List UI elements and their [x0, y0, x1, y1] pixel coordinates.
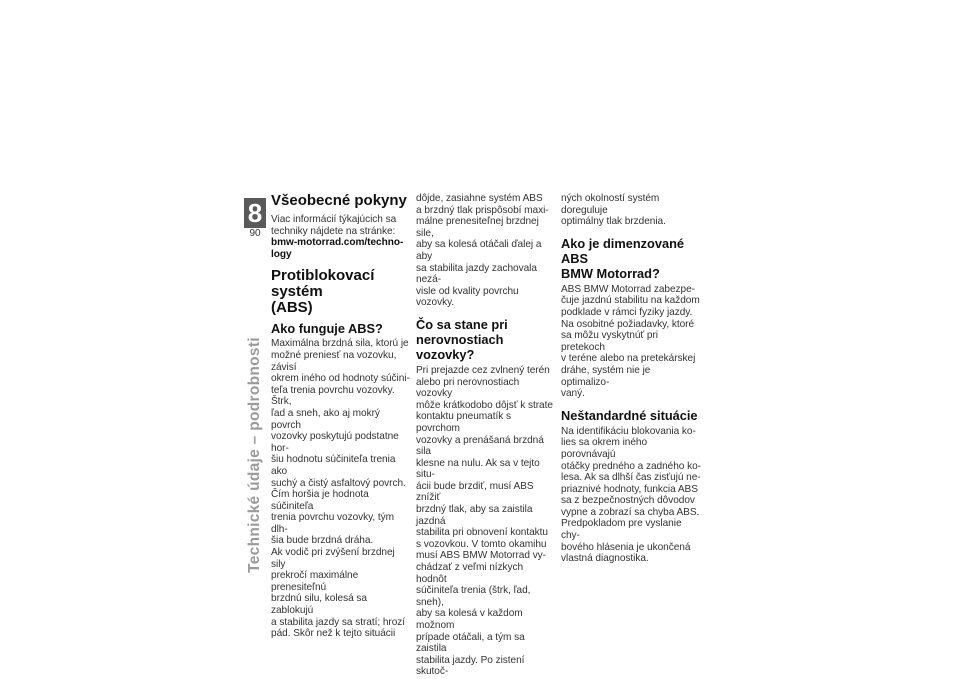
heading-general: Všeobecné pokyny	[271, 192, 407, 209]
text-column-3	[561, 193, 701, 565]
chapter-tab: 8	[244, 198, 266, 228]
chapter-vertical-title: Technické údaje – podrobnosti	[246, 337, 263, 573]
paragraph-abs-design: ABS BMW Motorrad zabezpe- čuje jazdnú stabilitu na každom podklade v rámci fyziky jazdy. Na osobitné požiadavky, ktoré sa môžu vyskytnúť pri pretekoch v teréne alebo na pretekárskej dráhe, systém nie je optimalizo- vaný.	[561, 283, 700, 400]
paragraph-uneven-road: Pri prejazde cez zvlnený terén alebo pri nerovnostiach vozovky môže krátkodobo dôjsť k strate kontaktu pneumatík s povrchom vozovky a prenášaná brzdná sila klesne na nulu. Ak sa v tejto situ- ácii bude brzdiť, musí ABS znížiť brzdný tlak, aby sa zaistila jazdná stabilita pri obnovení kontaktu s vozovkou. V tomto okamihu musí ABS BMW Motorrad vy- chádzať z veľmi nízkych hodnôt súčiniteľa trenia (štrk, ľad, sneh), aby sa kolesá v každom možnom prípade otáčali, a tým sa zaistila stabilita jazdy. Po zistení skutoč-	[416, 364, 553, 678]
paragraph-nonstandard-situations: Na identifikáciu blokovania ko- lies sa okrem iného porovnávajú otáčky predného a zadného ko- lesa. Ak sa dlhší čas zisťujú ne- priaznivé hodnoty, funkcia ABS sa z bezpečnostných dôvodov vypne a zobrazí sa chyba ABS. Predpokladom pre vyslanie chy- bového hlásenia je ukončená vlastná diagnostika.	[561, 425, 701, 565]
heading-nonstandard-situations: Neštandardné situácie	[561, 407, 698, 423]
heading-abs: Protiblokovací systém (ABS)	[271, 267, 375, 317]
paragraph-how-abs-works: Maximálna brzdná sila, ktorú je možné preniesť na vozovku, závisí okrem iného od hodnoty súčini- teľa trenia povrchu vozovky. Štrk, ľad a sneh, ako aj mokrý povrch vozovky poskytujú podstatne hor- šiu hodnotu súčiniteľa trenia ako suchý a čistý asfaltový povrch. Čím horšia je hodnota súčiniteľa trenia povrchu vozovky, tým dlh- šia bude brzdná dráha. Ak vodič pri zvýšení brzdnej sily prekročí maximálne prenesiteľnú brzdnú silu, kolesá sa zablokujú a stabilita jazdy sa stratí; hrozí pád. Skôr než k tejto situácii	[271, 338, 410, 640]
paragraph-uneven-continued: ných okolností systém doreguluje optimálny tlak brzdenia.	[561, 193, 666, 228]
text-column-1	[271, 193, 411, 640]
paragraph-general: Viac informácií týkajúcich sa techniky nájdete na stránke:	[271, 214, 397, 237]
paragraph-abs-continued: dôjde, zasiahne systém ABS a brzdný tlak prispôsobí maxi- málne prenesiteľnej brzdnej sile, aby sa kolesá otáčali ďalej a aby sa stabilita jazdy zachovala nezá- visle od kvality povrchu vozovky.	[416, 193, 549, 309]
text-column-2	[416, 193, 556, 678]
technology-link[interactable]: bmw-motorrad.com/techno- logy	[271, 237, 404, 260]
heading-abs-design: Ako je dimenzované ABS BMW Motorrad?	[561, 235, 685, 281]
heading-how-abs-works: Ako funguje ABS?	[271, 321, 383, 337]
page-number: 90	[249, 228, 261, 239]
heading-uneven-road: Čo sa stane pri nerovnostiach vozovky?	[416, 316, 508, 362]
